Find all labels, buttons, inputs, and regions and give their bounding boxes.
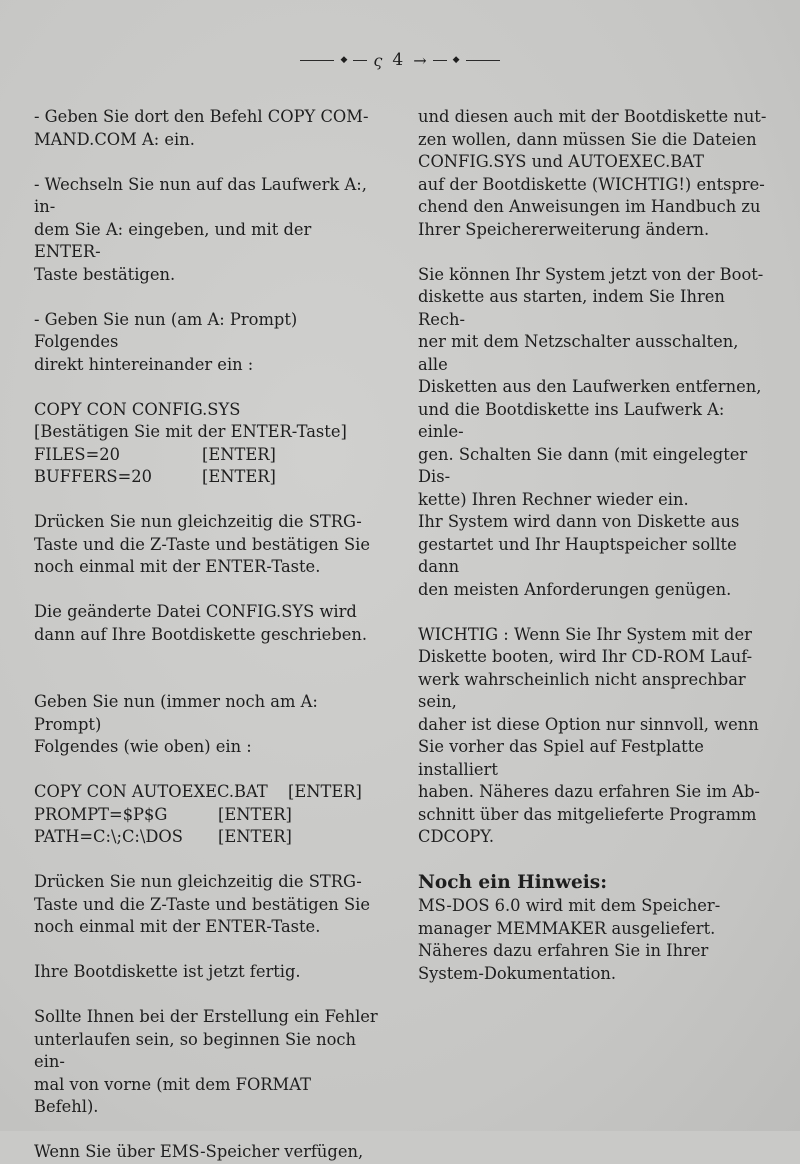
- paragraph: Ihre Bootdiskette ist jetzt fertig.: [34, 962, 301, 981]
- code-block-autoexec: [34, 781, 379, 849]
- paragraph: - Geben Sie dort den Befehl COPY COM- MAND.COM A: ein.: [34, 107, 369, 149]
- section-heading: Noch ein Hinweis:: [418, 872, 608, 893]
- page-number: 4: [392, 50, 404, 70]
- right-ornament: → ◆: [413, 51, 499, 70]
- paragraph: WICHTIG : Wenn Sie Ihr System mit der Diskette booten, wird Ihr CD-ROM Lauf- werk wahrscheinlich nicht ansprechbar sein, daher ist diese Option nur sinnvoll, wenn Sie vorher das Spiel auf Festplatte installiert haben. Näheres dazu erfahren Sie im Ab- schnitt über das mitgelieferte Programm CDCOPY.: [418, 624, 760, 846]
- right-column: [418, 106, 768, 985]
- code-line: BUFFERS=20 [ENTER]: [34, 467, 276, 486]
- paragraph: Die geänderte Datei CONFIG.SYS wird dann auf Ihre Bootdiskette geschrieben.: [34, 602, 368, 644]
- code-line: PATH=C:\;C:\DOS [ENTER]: [34, 827, 292, 846]
- paragraph: Sollte Ihnen bei der Erstellung ein Fehler unterlaufen sein, so beginnen Sie noch ein- mal von vorne (mit dem FORMAT Befehl).: [34, 1007, 378, 1116]
- paragraph: Drücken Sie nun gleichzeitig die STRG- Taste und die Z-Taste und bestätigen Sie noch einmal mit der ENTER-Taste.: [34, 872, 370, 936]
- code-line: COPY CON AUTOEXEC.BAT [ENTER]: [34, 782, 362, 801]
- paragraph: Drücken Sie nun gleichzeitig die STRG- Taste und die Z-Taste und bestätigen Sie noch einmal mit der ENTER-Taste.: [34, 512, 370, 576]
- paragraph: Geben Sie nun (immer noch am A: Prompt) Folgendes (wie oben) ein :: [34, 692, 318, 756]
- paragraph: - Wechseln Sie nun auf das Laufwerk A:, in- dem Sie A: eingeben, und mit der ENTER- Taste bestätigen.: [34, 174, 367, 284]
- paragraph: Sie können Ihr System jetzt von der Boot- diskette aus starten, indem Sie Ihren Rech- ner mit dem Netzschalter ausschalten, alle Disketten aus den Laufwerken entfernen, und die Bootdiskette ins Laufwerk A: einle- gen. Schalten Sie dann (mit eingelegter Dis- kette) Ihren Rechner wieder ein. Ihr System wird dann von Diskette aus gestartet und Ihr Hauptspeicher sollte dann den meisten Anforderungen genügen.: [418, 264, 764, 599]
- left-ornament: ◆ ς: [300, 51, 382, 70]
- page-header: [0, 44, 800, 76]
- left-column: [34, 106, 379, 1164]
- code-block-config: COPY CON CONFIG.SYS [Bestätigen Sie mit der ENTER-Taste] FILES=20 [ENTER] BUFFERS=20 [ENTER]: [34, 399, 379, 489]
- flourish-left-icon: ς: [373, 50, 383, 70]
- paragraph: und diesen auch mit der Bootdiskette nut- zen wollen, dann müssen Sie die Dateien CONFIG.SYS und AUTOEXEC.BAT auf der Bootdiskette (WICHTIG!) entspre- chend den Anweisungen im Handbuch zu Ihrer Speichererweiterung ändern.: [418, 107, 767, 239]
- paragraph: - Geben Sie nun (am A: Prompt) Folgendes direkt hintereinander ein :: [34, 309, 298, 374]
- code-line: PROMPT=$P$G [ENTER]: [34, 804, 292, 824]
- code-line: FILES=20 [ENTER]: [34, 444, 276, 464]
- flourish-right-icon: →: [413, 50, 427, 70]
- paragraph: Wenn Sie über EMS-Speicher verfügen,: [34, 1142, 364, 1161]
- paragraph: MS-DOS 6.0 wird mit dem Speicher- manager MEMMAKER ausgeliefert. Näheres dazu erfahren Sie in Ihrer System-Dokumentation.: [418, 896, 721, 983]
